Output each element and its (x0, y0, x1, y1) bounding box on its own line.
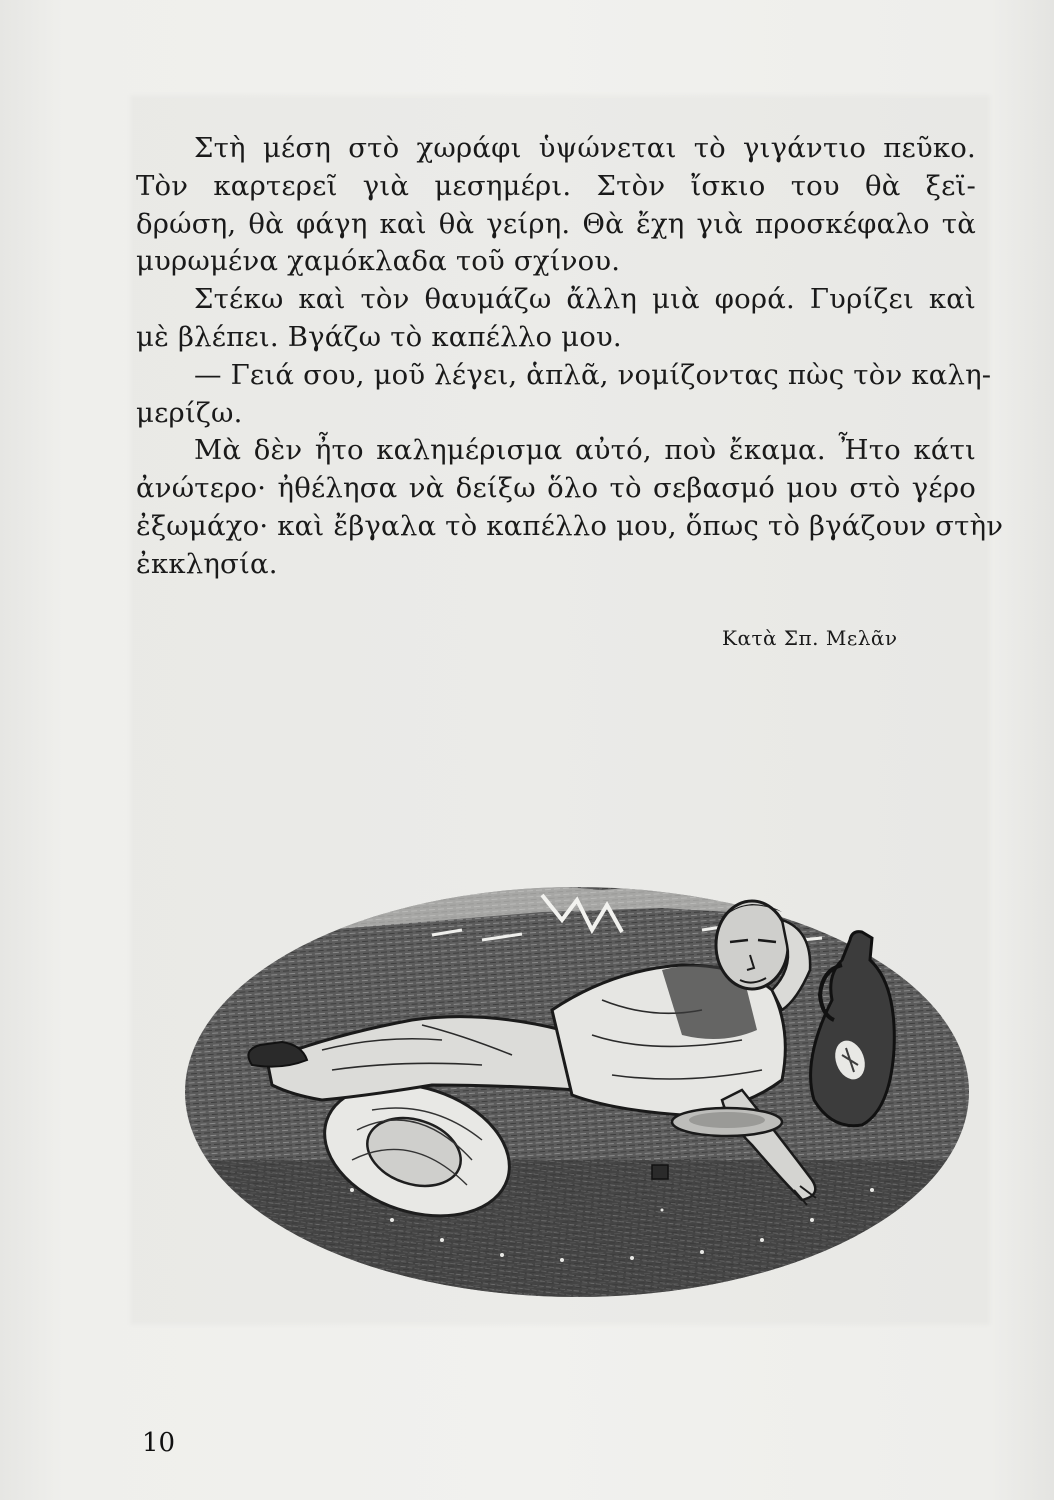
text-line: ἐκκλησία. (136, 547, 278, 580)
body-text (136, 130, 1004, 584)
text-line: Στέκω καὶ τὸν θαυμάζω ἄλλη μιὰ φορά. Γυρίζει καὶ (194, 283, 976, 316)
text-line: μυρωμένα χαμόκλαδα τοῦ σχίνου. (136, 245, 621, 278)
tin-plate (672, 1108, 782, 1136)
paragraph-3 (136, 357, 992, 433)
page-number: 10 (142, 1428, 176, 1458)
text-line: ἀνώτερο· ἠθέλησα νὰ δείξω ὅλο τὸ σεβασμό μου στὸ γέρο (136, 472, 976, 505)
text-line: δρώση, θὰ φάγη καὶ θὰ γείρη. Θὰ ἔχη γιὰ προσκέφαλο τὰ (136, 207, 976, 240)
text-line: Μὰ δὲν ἦτο καλημέρισμα αὐτό, ποὺ ἔκαμα. Ἦτο κάτι (194, 434, 976, 467)
paragraph-2 (136, 281, 976, 357)
text-line: ἐξωμάχο· καὶ ἔβγαλα τὸ καπέλλο μου, ὅπως τὸ βγάζουν στὴν (136, 509, 1004, 542)
small-cup (652, 1165, 668, 1179)
text-line: Τὸν καρτερεῖ γιὰ μεσημέρι. Στὸν ἴσκιο του θὰ ξεϊ- (136, 169, 976, 202)
resting-farmer-illustration (182, 860, 972, 1300)
text-line: μὲ βλέπει. Βγάζω τὸ καπέλλο μου. (136, 320, 622, 353)
author-signature: Κατὰ Σπ. Μελᾶν (722, 626, 898, 650)
paragraph-1 (136, 130, 976, 281)
text-line: μερίζω. (136, 396, 243, 429)
text-line: — Γειά σου, μοῦ λέγει, ἁπλᾶ, νομίζοντας πὼς τὸν καλη- (194, 358, 992, 391)
text-line: Στὴ μέση στὸ χωράφι ὑψώνεται τὸ γιγάντιο πεῦκο. (194, 132, 976, 164)
paragraph-4 (136, 432, 1004, 583)
